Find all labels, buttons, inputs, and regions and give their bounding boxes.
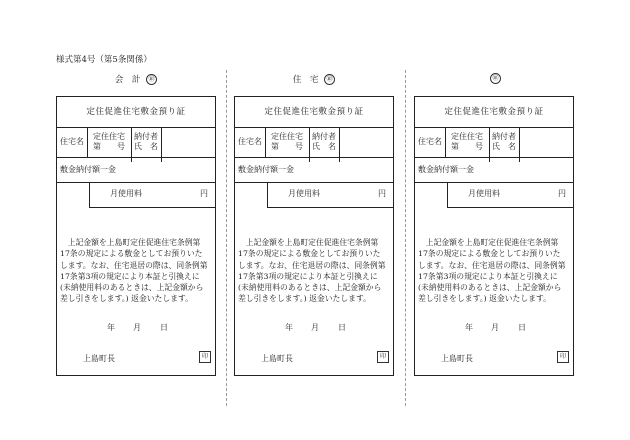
housing-info-row <box>415 127 573 158</box>
housing-name-label: 住宅名 <box>415 127 446 157</box>
housing-info-row <box>235 127 393 158</box>
cut-line-1 <box>226 70 227 406</box>
monthly-rent-box <box>89 182 216 208</box>
certificate-body-text: 上記金額を上島町定住促進住宅条例第 17条の規定による敷金としてお預りいた します。なお、住宅退居の際は、同条例第 17条第3項の規定により本証と引換えに (未納使用料のあるときは、上記金額から 差し引きをします。) 返金いたします。 <box>238 238 386 304</box>
payer-name-label: 納付者 氏 名 <box>489 127 520 162</box>
deposit-amount-label: 敷金納付額一金 <box>60 165 116 174</box>
seal-icon: 印 <box>199 351 211 363</box>
monthly-rent-box <box>267 182 394 208</box>
housing-name-label: 住宅名 <box>235 127 266 157</box>
date-day-label: 日 <box>338 323 346 332</box>
mayor-label: 上島町長 <box>83 354 115 363</box>
housing-name-label: 住宅名 <box>57 127 88 157</box>
monthly-rent-label: 月使用料 <box>110 189 142 198</box>
column-header-label: 会 計 <box>114 75 141 85</box>
housing-number-label: 定住住宅 第 号 <box>265 127 310 162</box>
approval-seal-icon: ㊞ <box>490 73 501 84</box>
deposit-amount-row <box>57 157 215 183</box>
column-header-label: 住 宅 <box>292 75 319 85</box>
approval-seal-icon: ㊞ <box>324 74 335 85</box>
monthly-rent-unit: 円 <box>200 189 208 198</box>
deposit-amount-row <box>415 157 573 183</box>
certificate-title: 定住促進住宅敷金預り証 <box>57 97 215 128</box>
column-header-accounting <box>56 73 216 87</box>
date-month-label: 月 <box>133 323 141 332</box>
deposit-amount-label: 敷金納付額一金 <box>238 165 294 174</box>
payer-name-label: 納付者 氏 名 <box>309 127 340 162</box>
housing-number-label: 定住住宅 第 号 <box>445 127 490 162</box>
monthly-rent-label: 月使用料 <box>288 189 320 198</box>
column-header-applicant <box>414 73 574 87</box>
certificate-body-text: 上記金額を上島町定住促進住宅条例第 17条の規定による敷金としてお預りいた します。なお、住宅退居の際は、同条例第 17条第3項の規定により本証と引換えに (未納使用料のあるときは、上記金額から 差し引きをします。) 返金いたします。 <box>418 238 566 304</box>
housing-number-label: 定住住宅 第 号 <box>87 127 132 162</box>
deposit-certificate-applicant <box>414 96 574 376</box>
certificate-title: 定住促進住宅敷金預り証 <box>235 97 393 128</box>
seal-icon: 印 <box>377 351 389 363</box>
deposit-amount-label: 敷金納付額一金 <box>418 165 474 174</box>
monthly-rent-label: 月使用料 <box>468 189 500 198</box>
deposit-certificate-accounting <box>56 96 216 376</box>
certificate-title: 定住促進住宅敷金預り証 <box>415 97 573 128</box>
cut-line-2 <box>405 70 406 406</box>
date-year-label: 年 <box>107 323 115 332</box>
form-number: 様式第4号（第5条関係） <box>56 55 152 65</box>
date-day-label: 日 <box>160 323 168 332</box>
certificate-body-text: 上記金額を上島町定住促進住宅条例第 17条の規定による敷金としてお預りいた します。なお、住宅退居の際は、同条例第 17条第3項の規定により本証と引換えに (未納使用料のあるときは、上記金額から 差し引きをします。) 返金いたします。 <box>60 238 208 304</box>
date-year-label: 年 <box>285 323 293 332</box>
date-day-label: 日 <box>518 323 526 332</box>
monthly-rent-unit: 円 <box>558 189 566 198</box>
deposit-certificate-housing <box>234 96 394 376</box>
monthly-rent-box <box>447 182 574 208</box>
housing-info-row <box>57 127 215 158</box>
mayor-label: 上島町長 <box>441 354 473 363</box>
date-year-label: 年 <box>465 323 473 332</box>
deposit-amount-row <box>235 157 393 183</box>
seal-icon: 印 <box>557 351 569 363</box>
monthly-rent-unit: 円 <box>378 189 386 198</box>
column-header-housing <box>234 73 394 87</box>
payer-name-label: 納付者 氏 名 <box>131 127 162 162</box>
date-month-label: 月 <box>491 323 499 332</box>
date-month-label: 月 <box>311 323 319 332</box>
mayor-label: 上島町長 <box>261 354 293 363</box>
approval-seal-icon: ㊞ <box>146 74 157 85</box>
